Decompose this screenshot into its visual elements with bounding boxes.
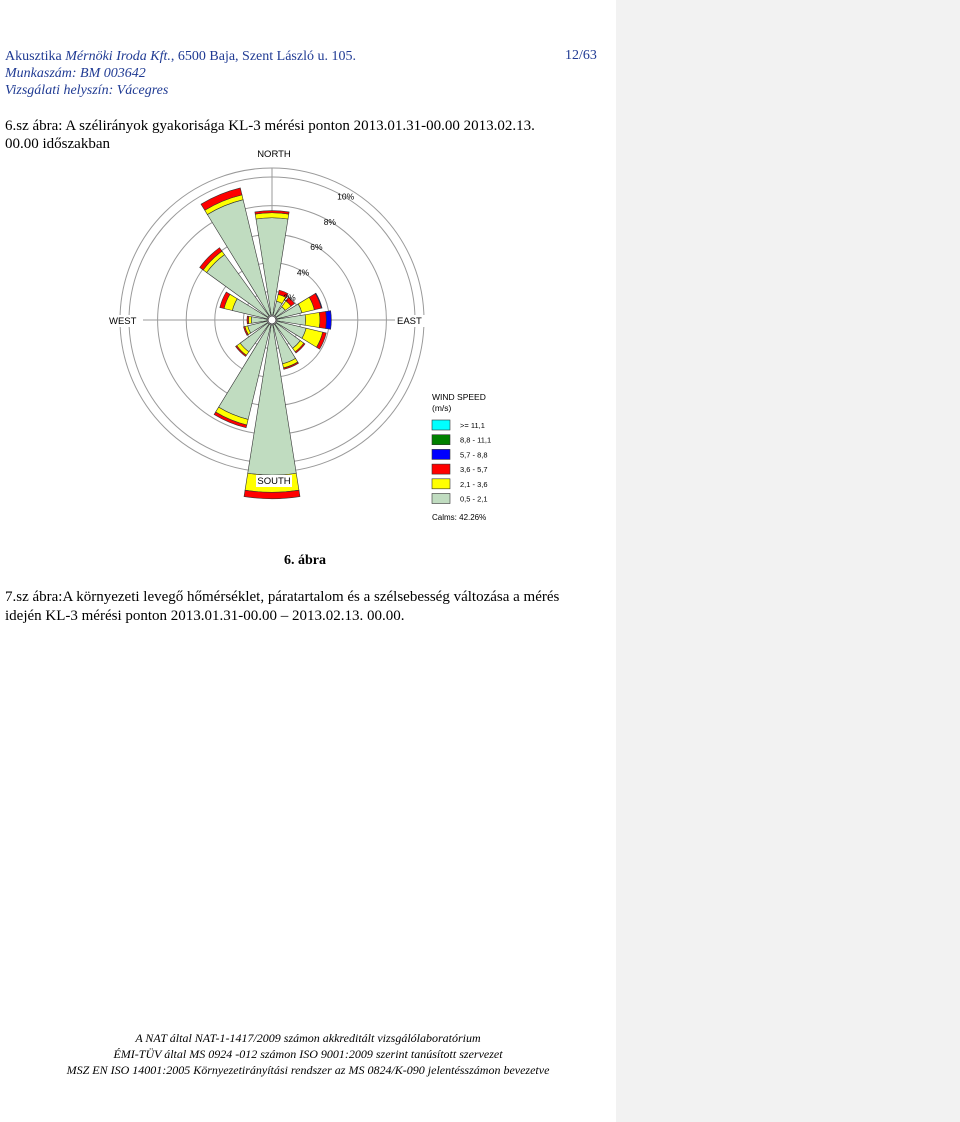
direction-label: SOUTH [257,476,291,487]
header-location: Vizsgálati helyszín: Vácegres [5,83,169,98]
figure6-caption-line1: 6.sz ábra: A szélirányok gyakorisága KL-3 mérési ponton 2013.01.31-00.00 2013.02.13. [5,118,535,134]
legend-label: 5,7 - 8,8 [460,450,488,460]
footer-accreditation: A NAT által NAT-1-1417/2009 számon akkreditált vizsgálólaboratórium [135,1031,481,1045]
page-number: 12/63 [565,48,597,63]
ring-label: 6% [310,242,323,253]
header-job-number: Munkaszám: BM 003642 [5,66,146,81]
direction-label: EAST [397,316,422,327]
figure6-caption-line2: 00.00 időszakban [5,136,110,152]
wedge-sector [305,313,320,328]
ring-label: 10% [337,191,355,202]
legend-swatch [432,449,450,459]
legend-label: >= 11,1 [460,421,485,430]
legend-label: 8,8 - 11,1 [460,435,492,445]
ring-label: 8% [323,216,337,227]
calm-center [268,316,276,324]
wind-rose-chart [109,149,500,525]
header-company: Akusztika Mérnöki Iroda Kft., 6500 Baja, Szent László u. 105. [5,49,356,64]
legend-title: WIND SPEED [432,392,486,402]
ring-label: 4% [296,267,310,278]
figure7-caption-line2: idején KL-3 mérési ponton 2013.01.31-00.00 – 2013.02.13. 00.00. [5,608,405,624]
footer-certification: ÉMI-TÜV által MS 0924 -012 számon ISO 9001:2009 szerint tanúsított szervezet [113,1047,503,1061]
side-panel [616,0,960,1122]
legend-swatch [432,494,450,504]
legend-label: 0,5 - 2,1 [460,494,488,504]
legend-label: 3,6 - 5,7 [460,465,488,475]
wedge-sector [248,316,251,323]
legend-swatch [432,435,450,445]
footer-environmental: MSZ EN ISO 14001:2005 Környezetirányítási rendszer az MS 0824/K-090 jelentésszámon bevezetve [66,1063,550,1077]
figure7-caption-line1: 7.sz ábra:A környezeti levegő hőmérséklet, páratartalom és a szélsebesség változása a mérés [5,589,560,605]
legend-swatch [432,464,450,474]
ring-label: 2% [283,292,296,303]
wedge-sector [326,311,332,330]
figure-label: 6. ábra [284,553,326,568]
wedge-sector [247,316,249,324]
direction-label: WEST [109,316,137,327]
legend-label: 2,1 - 3,6 [460,479,488,489]
legend-swatch [432,479,450,489]
legend-unit: (m/s) [432,403,452,413]
legend-calms: Calms: 42.26% [432,513,487,522]
wedge-sector [319,311,326,328]
direction-label: NORTH [257,149,291,160]
legend-swatch [432,420,450,430]
